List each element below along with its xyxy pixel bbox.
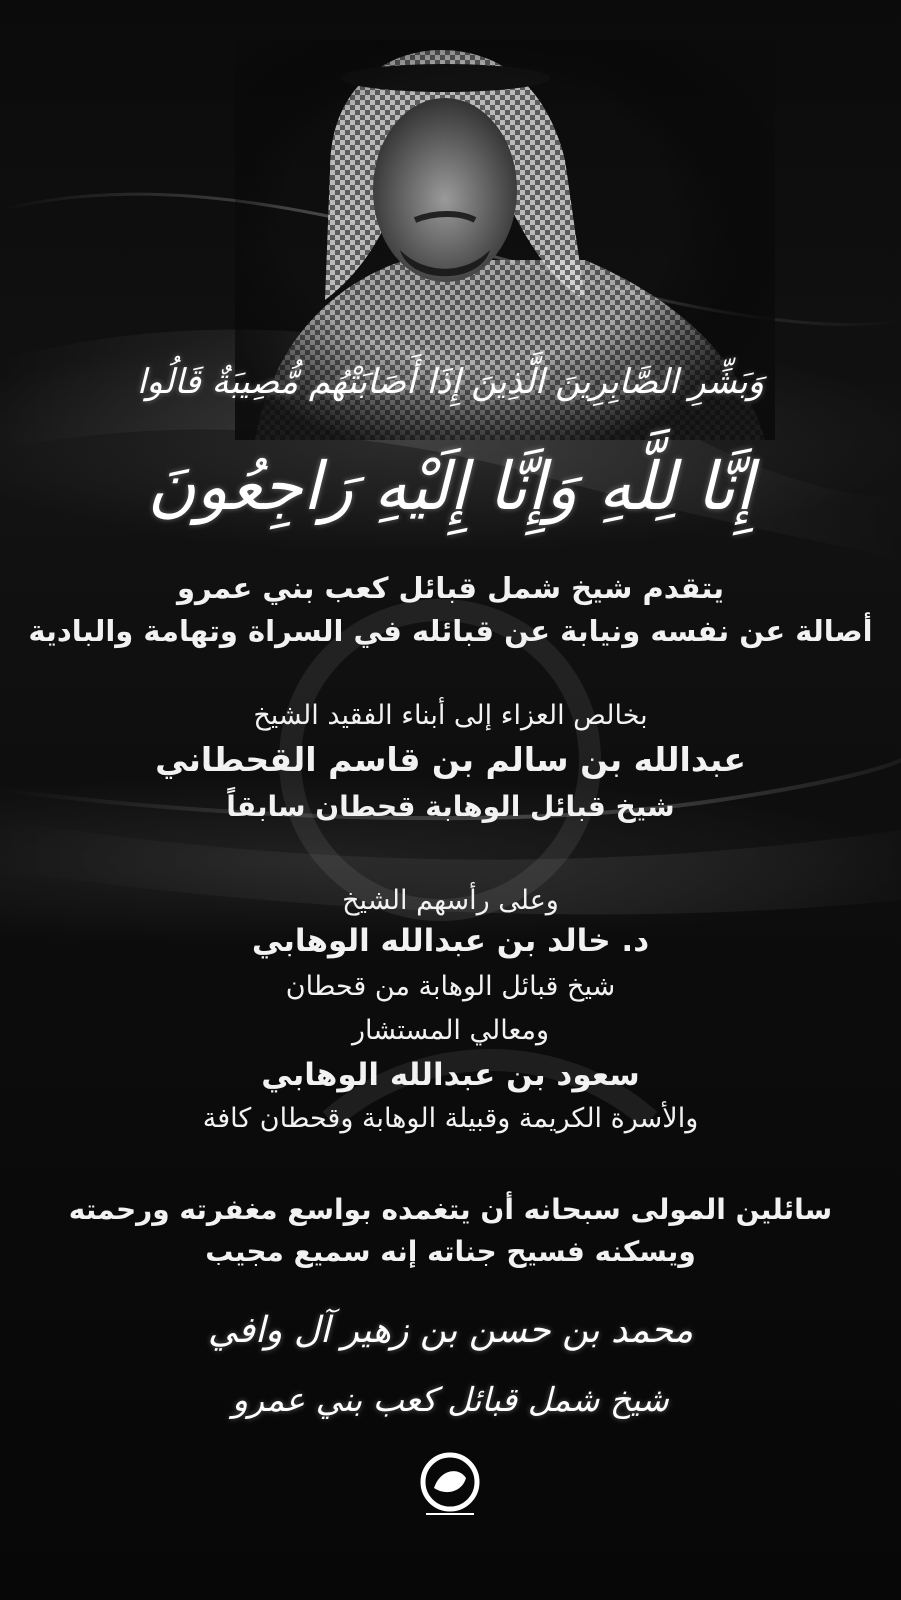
- head-name: د. خالد بن عبدالله الوهابي: [251, 923, 650, 959]
- signature-name: محمد بن حسن بن زهير آل وافي: [207, 1310, 694, 1351]
- verse-text-1: وَبَشِّرِ الصَّابِرِينَ الَّذِينَ إِذَا أَصَابَتْهُم مُّصِيبَةٌ قَالُوا: [136, 362, 765, 402]
- quran-verse-line-1: [0, 362, 901, 402]
- advisor-intro: ومعالي المستشار: [352, 1015, 549, 1046]
- intro-line-1: يتقدم شيخ شمل قبائل كعب بني عمرو: [176, 571, 725, 605]
- signature-title: شيخ شمل قبائل كعب بني عمرو: [232, 1380, 669, 1419]
- family-line: والأسرة الكريمة وقبيلة الوهابة وقحطان كافة: [202, 1103, 699, 1134]
- family-emblem-icon: [412, 1448, 488, 1526]
- verse-text-2: إِنَّا لِلَّهِ وَإِنَّا إِلَيْهِ رَاجِعُونَ: [147, 448, 754, 525]
- prayer-line-2: ويسكنه فسيح جناته إنه سميع مجيب: [205, 1235, 696, 1268]
- deceased-title: شيخ قبائل الوهابة قحطان سابقاً: [226, 790, 675, 823]
- intro-line-2: أصالة عن نفسه ونيابة عن قبائله في السراة وتهامة والبادية: [28, 614, 873, 648]
- condolence-line: بخالص العزاء إلى أبناء الفقيد الشيخ: [253, 700, 648, 731]
- quran-verse-line-2: [0, 448, 901, 525]
- prayer-line-1: سائلين المولى سبحانه أن يتغمده بواسع مغفرته ورحمته: [68, 1193, 833, 1226]
- deceased-name: عبدالله بن سالم بن قاسم القحطاني: [155, 740, 746, 779]
- advisor-name: سعود بن عبدالله الوهابي: [261, 1057, 640, 1093]
- head-title: شيخ قبائل الوهابة من قحطان: [285, 971, 616, 1002]
- head-intro: وعلى رأسهم الشيخ: [342, 885, 559, 916]
